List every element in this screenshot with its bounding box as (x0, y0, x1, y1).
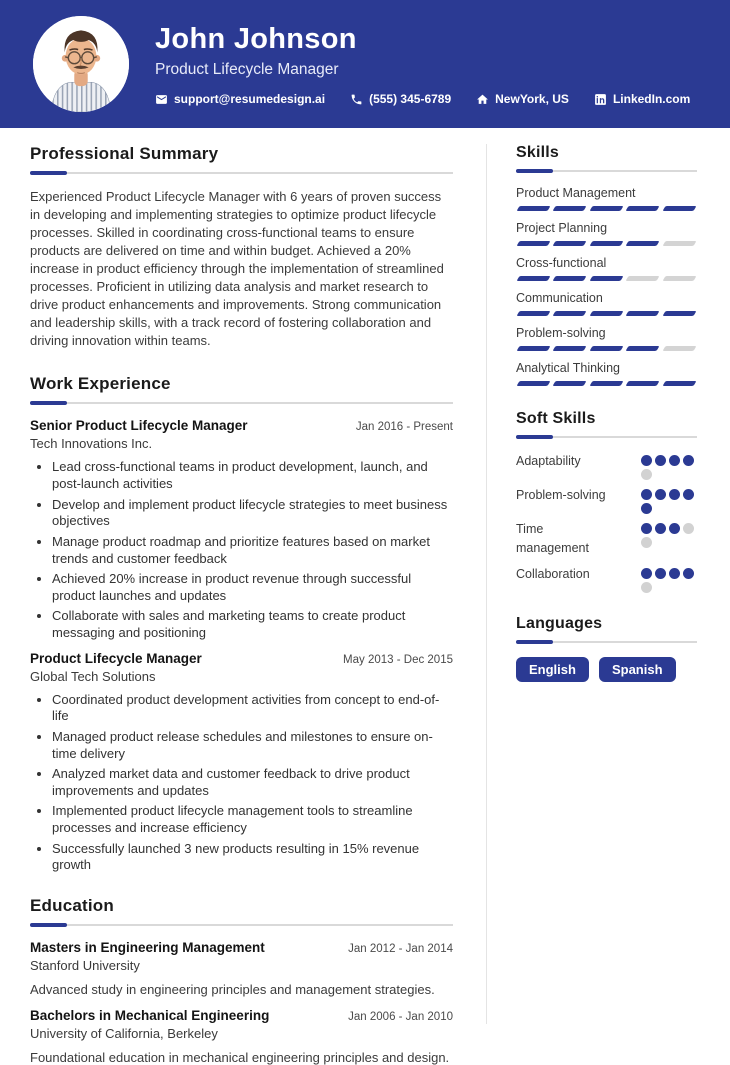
languages-section (516, 615, 697, 682)
job-bullet: • Analyzed market data and customer feedback to drive product improvements and updates (52, 766, 453, 799)
skill-label: Cross-functional (516, 256, 607, 270)
skill-bar-segment (626, 381, 660, 386)
sidebar-column (486, 144, 697, 1024)
skill-bar-segment (553, 311, 587, 316)
soft-skill-item (516, 452, 697, 480)
contact-row (155, 92, 690, 106)
job-bullet-list (30, 692, 453, 874)
soft-skill-label: Adaptability (516, 454, 581, 468)
skill-bar-segment (553, 241, 587, 246)
skill-bar-segment (517, 276, 551, 281)
skill-bar-segment (517, 241, 551, 246)
languages-list (516, 657, 697, 682)
skill-bar-segment (626, 311, 660, 316)
candidate-name: John Johnson (155, 22, 357, 55)
skill-label: Analytical Thinking (516, 361, 620, 375)
skill-bar-segment (626, 241, 660, 246)
education-entry (30, 1008, 453, 1065)
language-badge: English (516, 657, 589, 682)
soft-skills-heading: Soft Skills (516, 410, 596, 427)
section-rule (30, 401, 453, 405)
soft-skill-label: Problem-solving (516, 488, 606, 502)
skill-bar-segment (589, 206, 623, 211)
soft-skill-label: Collaboration (516, 566, 590, 581)
job-bullet: • Successfully launched 3 new products resulting in 15% revenue growth (52, 841, 453, 874)
education-degree: Bachelors in Mechanical Engineering (30, 1007, 270, 1023)
skill-bar (516, 241, 697, 246)
skill-dot (669, 455, 680, 466)
soft-skills-section (516, 410, 697, 593)
skill-bar-segment (553, 346, 587, 351)
skill-label: Project Planning (516, 221, 608, 235)
education-description: Advanced study in engineering principles and management strategies. (30, 981, 435, 997)
job-bullet: • Implemented product lifecycle management tools to streamline processes and increase efficiency (52, 803, 453, 836)
job-bullet-list (30, 459, 453, 641)
skill-dot (655, 455, 666, 466)
soft-skill-dots (641, 520, 697, 559)
skill-bar-segment (662, 241, 696, 246)
job-bullet: • Coordinated product development activities from concept to end-of-life (52, 692, 453, 725)
resume-header (0, 0, 730, 128)
skill-bar (516, 276, 697, 281)
job-entry (30, 651, 453, 874)
skill-dot (641, 537, 652, 548)
skill-item (516, 361, 697, 386)
contact-email[interactable] (155, 92, 325, 106)
soft-skill-label: Time management (516, 522, 589, 556)
home-icon (476, 93, 489, 106)
soft-skill-dots (641, 452, 697, 480)
language-badge: Spanish (599, 657, 676, 682)
skill-dot (641, 455, 652, 466)
skill-label: Problem-solving (516, 326, 606, 340)
main-column (30, 144, 453, 1065)
job-bullet: • Develop and implement product lifecycle strategies to meet business objectives (52, 497, 453, 530)
skill-bar (516, 311, 697, 316)
skill-bar (516, 346, 697, 351)
contact-location (476, 92, 569, 106)
email-icon (155, 93, 168, 106)
job-entry (30, 418, 453, 641)
skill-dot (669, 489, 680, 500)
job-company: Tech Innovations Inc. (30, 436, 153, 452)
skill-bar-segment (553, 206, 587, 211)
skill-bar (516, 206, 697, 211)
skill-bar-segment (553, 381, 587, 386)
soft-skill-item (516, 486, 697, 514)
header-text-group (155, 22, 690, 106)
linkedin-icon (594, 93, 607, 106)
education-heading: Education (30, 895, 114, 915)
skill-bar-segment (662, 276, 696, 281)
skill-bar (516, 381, 697, 386)
skill-dot (641, 568, 652, 579)
education-list (30, 940, 453, 1065)
skill-dot (683, 455, 694, 466)
skill-bar-segment (626, 206, 660, 211)
skill-bar-segment (589, 276, 623, 281)
skill-item (516, 221, 697, 246)
job-dates: Jan 2016 - Present (355, 421, 453, 434)
profile-photo (33, 16, 129, 112)
skill-item (516, 186, 697, 211)
skill-bar-segment (517, 346, 551, 351)
skill-bar-segment (589, 346, 623, 351)
skill-dot (641, 523, 652, 534)
contact-email-text: support@resumedesign.ai (174, 92, 326, 107)
skill-bar-segment (626, 346, 660, 351)
summary-heading: Professional Summary (30, 144, 219, 163)
job-header (30, 418, 453, 433)
skill-label: Product Management (516, 186, 636, 200)
summary-text: Experienced Product Lifecycle Manager with 6 years of proven success in developing and implementing strategies to optimize product lifecycle processes. Skilled in coordinating cross-functional teams to ensure products are delivered on time and within budget. Achieved a 20% increase in product efficiency through the implementation of streamlined processes. Proficient in utilizing data analysis and market research to drive product enhancements and improvements. Strong communication and leadership skills, with a track record of fostering collaboration and driving innovation within teams. (30, 189, 444, 348)
education-header (30, 1008, 453, 1023)
skill-dot (641, 469, 652, 480)
education-entry (30, 940, 453, 997)
education-dates: Jan 2006 - Jan 2010 (348, 1010, 453, 1023)
skill-item (516, 326, 697, 351)
skill-bar-segment (517, 311, 551, 316)
skill-bar-segment (517, 381, 551, 386)
jobs-list (30, 418, 453, 874)
education-degree: Masters in Engineering Management (30, 939, 265, 955)
skill-dot (683, 523, 694, 534)
job-title: Product Lifecycle Manager (30, 650, 202, 666)
skill-bar-segment (553, 276, 587, 281)
soft-skills-list (516, 452, 697, 593)
job-bullet: • Managed product release schedules and milestones to ensure on-time delivery (52, 729, 453, 762)
skill-dot (655, 489, 666, 500)
skill-dot (641, 582, 652, 593)
candidate-title: Product Lifecycle Manager (155, 61, 339, 79)
skill-bar-segment (626, 276, 660, 281)
experience-section (30, 374, 453, 874)
skill-dot (669, 568, 680, 579)
skills-section (516, 144, 697, 386)
contact-linkedin[interactable] (594, 92, 690, 106)
experience-heading: Work Experience (30, 374, 171, 394)
skills-list (516, 186, 697, 386)
skill-bar-segment (662, 311, 696, 316)
job-bullet: • Collaborate with sales and marketing teams to create product messaging and positioning (52, 608, 453, 641)
skill-bar-segment (662, 206, 696, 211)
skill-dot (683, 568, 694, 579)
skill-bar-segment (589, 311, 623, 316)
skill-bar-segment (662, 381, 696, 386)
education-school: University of California, Berkeley (30, 1025, 218, 1041)
education-school: Stanford University (30, 957, 140, 973)
contact-location-text: NewYork, US (495, 92, 569, 107)
skill-item (516, 256, 697, 281)
content-columns (0, 128, 730, 1065)
contact-linkedin-text: LinkedIn.com (612, 92, 691, 107)
skill-dot (669, 523, 680, 534)
skill-dot (655, 523, 666, 534)
skill-dot (655, 568, 666, 579)
job-title: Senior Product Lifecycle Manager (30, 418, 248, 434)
soft-skill-item (516, 520, 697, 559)
section-rule (516, 435, 697, 439)
education-header (30, 940, 453, 955)
section-rule (30, 923, 453, 927)
contact-phone[interactable] (350, 92, 451, 106)
phone-icon (350, 93, 363, 106)
education-dates: Jan 2012 - Jan 2014 (348, 942, 453, 955)
skill-bar-segment (662, 346, 696, 351)
education-section (30, 896, 453, 1065)
summary-section (30, 144, 453, 349)
skill-bar-segment (589, 381, 623, 386)
soft-skill-dots (641, 565, 697, 593)
job-bullet: • Manage product roadmap and prioritize features based on market trends and customer feedback (52, 534, 453, 567)
job-header (30, 651, 453, 666)
skill-dot (641, 503, 652, 514)
section-rule (516, 169, 697, 173)
education-description: Foundational education in mechanical engineering principles and design. (30, 1049, 450, 1065)
skill-item (516, 291, 697, 316)
job-bullet: • Achieved 20% increase in product revenue through successful product launches and updates (52, 571, 453, 604)
skill-label: Communication (516, 291, 603, 305)
soft-skill-item (516, 565, 697, 593)
soft-skill-dots (641, 486, 697, 514)
languages-heading: Languages (516, 614, 603, 632)
job-dates: May 2013 - Dec 2015 (343, 653, 453, 666)
skill-dot (641, 489, 652, 500)
profile-photo-illustration (33, 16, 129, 112)
skill-bar-segment (589, 241, 623, 246)
contact-phone-text: (555) 345-6789 (369, 92, 452, 107)
section-rule (516, 640, 697, 644)
section-rule (30, 171, 453, 175)
job-company: Global Tech Solutions (30, 668, 156, 684)
skill-bar-segment (517, 206, 551, 211)
job-bullet: • Lead cross-functional teams in product development, launch, and post-launch activities (52, 459, 453, 492)
skill-dot (683, 489, 694, 500)
skills-heading: Skills (516, 144, 560, 161)
